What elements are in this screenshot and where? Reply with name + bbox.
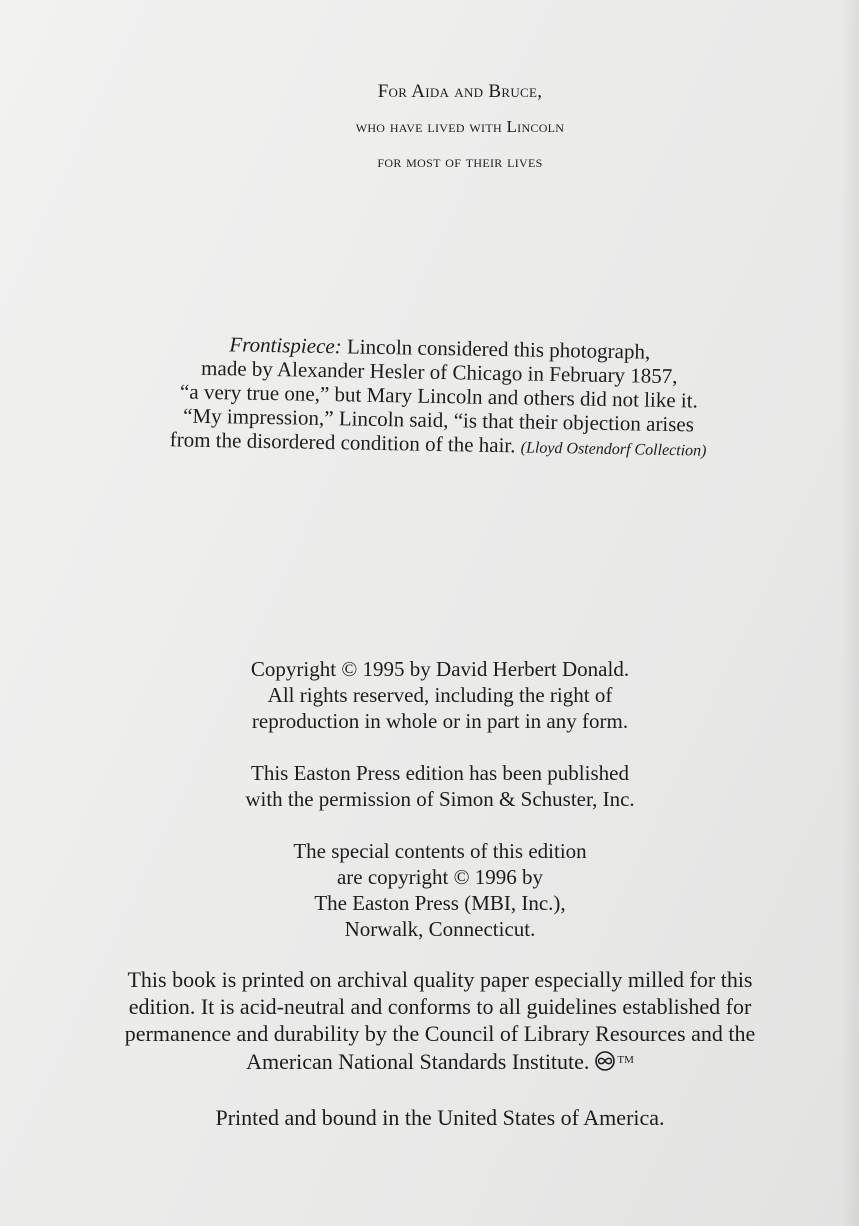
special-line: The Easton Press (MBI, Inc.), bbox=[314, 891, 566, 915]
paper-line: This book is printed on archival quality paper especially milled for this bbox=[127, 967, 753, 992]
dedication-line: for most of their lives bbox=[377, 152, 543, 171]
paper-line: edition. It is acid-neutral and conforms to all guidelines established for bbox=[128, 994, 752, 1019]
special-line: The special contents of this edition bbox=[293, 839, 587, 863]
dedication bbox=[200, 74, 720, 179]
edition-line: with the permission of Simon & Schuster, Inc. bbox=[245, 787, 635, 811]
special-contents-notice bbox=[40, 838, 840, 942]
special-line: are copyright © 1996 by bbox=[336, 865, 544, 889]
frontispiece-label: Frontispiece: bbox=[229, 332, 342, 359]
caption-line: “My impression,” Lincoln said, “is that their objection arises bbox=[182, 403, 695, 437]
printed-line: Printed and bound in the United States of America. bbox=[215, 1105, 665, 1130]
edition-line: This Easton Press edition has been published bbox=[251, 761, 629, 785]
caption-text: from the disordered condition of the hair. bbox=[169, 427, 516, 458]
copyright-notice bbox=[40, 656, 840, 734]
frontispiece-caption bbox=[108, 330, 770, 464]
paper-line-text: American National Standards Institute. bbox=[246, 1049, 590, 1074]
page-edge-shadow bbox=[841, 0, 859, 1226]
photo-credit: (Lloyd Ostendorf Collection) bbox=[520, 439, 707, 460]
caption-text: Lincoln considered this photograph, bbox=[346, 334, 651, 364]
trademark-mark: TM bbox=[617, 1054, 634, 1066]
paper-line bbox=[40, 1047, 840, 1077]
caption-line: made by Alexander Hesler of Chicago in February 1857, bbox=[200, 355, 678, 389]
caption-line: “a very true one,” but Mary Lincoln and others did not like it. bbox=[179, 379, 699, 413]
copyright-line: Copyright © 1995 by David Herbert Donald. bbox=[250, 657, 630, 681]
dedication-line: For Aida and Bruce, bbox=[377, 81, 543, 102]
edition-notice bbox=[40, 760, 840, 812]
special-line: Norwalk, Connecticut. bbox=[344, 917, 536, 941]
copyright-line: All rights reserved, including the right of bbox=[267, 683, 613, 707]
paper-line: permanence and durability by the Council of Library Resources and the bbox=[124, 1021, 756, 1046]
copyright-line: reproduction in whole or in part in any form. bbox=[251, 709, 629, 733]
printed-notice bbox=[40, 1105, 840, 1131]
dedication-line: who have lived with Lincoln bbox=[355, 117, 565, 136]
paper-notice bbox=[40, 966, 840, 1077]
infinity-circle-icon bbox=[593, 1050, 617, 1077]
